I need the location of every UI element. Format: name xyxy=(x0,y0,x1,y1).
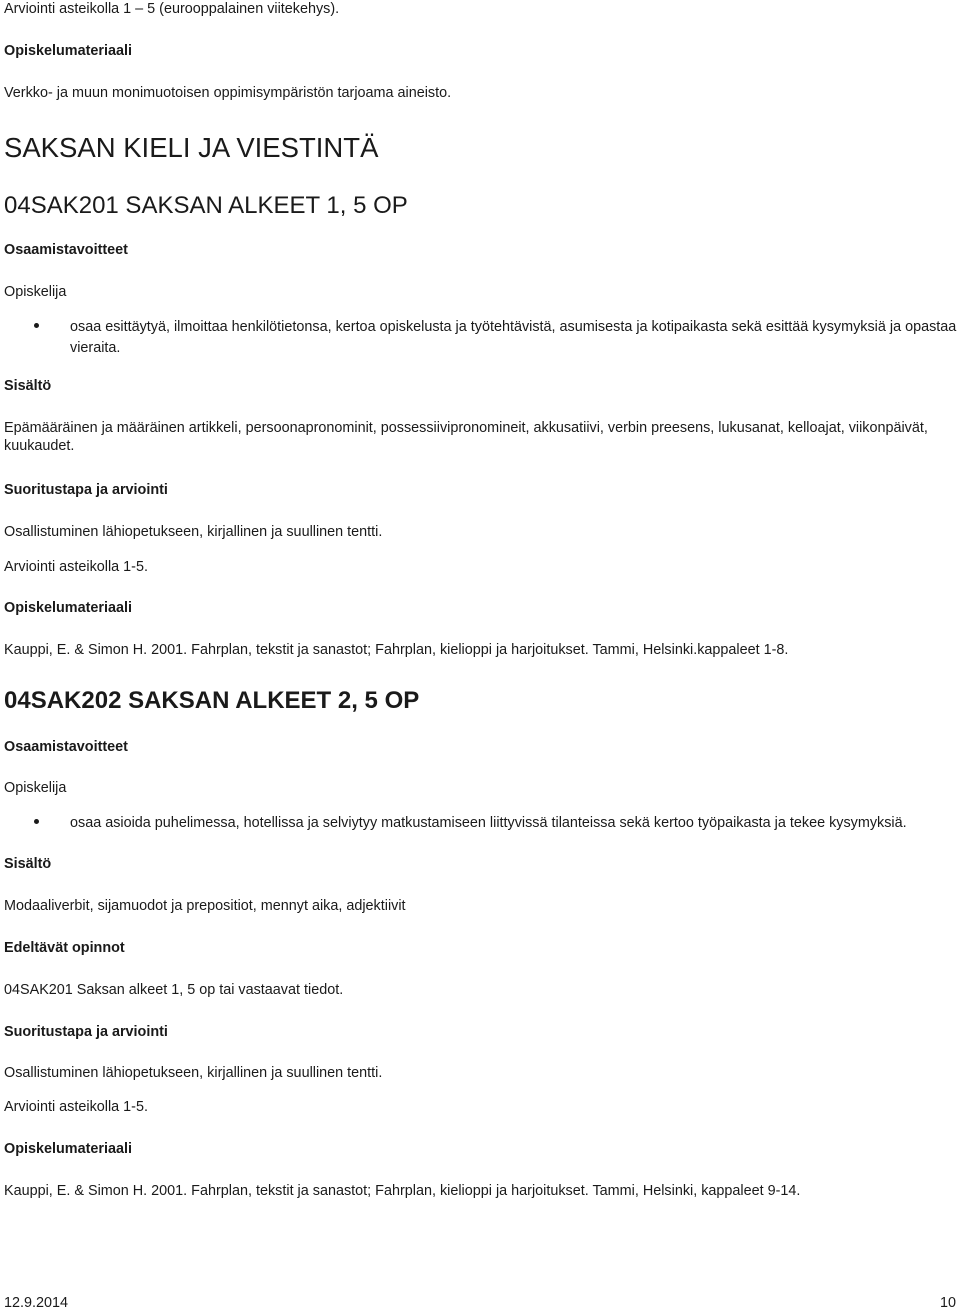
content-heading: Sisältö xyxy=(4,378,52,394)
method-text: Osallistuminen lähiopetukseen, kirjallinen ja suullinen tentti. xyxy=(4,524,383,540)
materials-heading: Opiskelumateriaali xyxy=(4,43,132,59)
content-text: Modaaliverbit, sijamuodot ja prepositiot, mennyt aika, adjektiivit xyxy=(4,898,406,914)
method-text: Osallistuminen lähiopetukseen, kirjallinen ja suullinen tentti. xyxy=(4,1065,383,1081)
course-title: 04SAK201 SAKSAN ALKEET 1, 5 OP xyxy=(4,192,408,219)
grading-scale-text: Arviointi asteikolla 1 – 5 (eurooppalainen viitekehys). xyxy=(4,1,340,17)
goals-heading: Osaamistavoitteet xyxy=(4,739,128,755)
materials-text: Kauppi, E. & Simon H. 2001. Fahrplan, tekstit ja sanastot; Fahrplan, kielioppi ja harjoitukset. Tammi, Helsinki, kappaleet 9-14. xyxy=(4,1183,801,1199)
content-text: Epämääräinen ja määräinen artikkeli, persoonapronominit, possessiivipronomineit, akkusatiivi, verbin preesens, lukusanat, kelloajat, viikonpäivät, kuukaudet. xyxy=(4,420,928,454)
goals-heading: Osaamistavoitteet xyxy=(4,242,128,258)
grading-text: Arviointi asteikolla 1-5. xyxy=(4,1099,148,1115)
course-title: 04SAK202 SAKSAN ALKEET 2, 5 OP xyxy=(4,687,420,714)
list-item-text: osaa esittäytyä, ilmoittaa henkilötietonsa, kertoa opiskelusta ja työtehtävistä, asumisesta ja kotipaikasta sekä esittää kysymyksiä ja opastaa vieraita. xyxy=(70,319,957,356)
materials-heading: Opiskelumateriaali xyxy=(4,600,132,616)
student-label: Opiskelija xyxy=(4,780,67,796)
materials-text: Kauppi, E. & Simon H. 2001. Fahrplan, tekstit ja sanastot; Fahrplan, kielioppi ja harjoitukset. Tammi, Helsinki.kappaleet 1-8. xyxy=(4,642,789,658)
materials-text: Verkko- ja muun monimuotoisen oppimisympäristön tarjoama aineisto. xyxy=(4,85,452,101)
section-title: SAKSAN KIELI JA VIESTINTÄ xyxy=(4,132,379,163)
footer-date: 12.9.2014 xyxy=(4,1295,69,1311)
bullet-icon xyxy=(34,323,39,328)
method-heading: Suoritustapa ja arviointi xyxy=(4,1024,168,1040)
list-item-text: osaa asioida puhelimessa, hotellissa ja selviytyy matkustamiseen liittyvissä tilanteissa sekä kertoo työpaikasta ja tekee kysymyksiä. xyxy=(70,815,907,831)
content-heading: Sisältö xyxy=(4,856,52,872)
grading-text: Arviointi asteikolla 1-5. xyxy=(4,559,148,575)
method-heading: Suoritustapa ja arviointi xyxy=(4,482,168,498)
materials-heading: Opiskelumateriaali xyxy=(4,1141,132,1157)
prerequisites-text: 04SAK201 Saksan alkeet 1, 5 op tai vastaavat tiedot. xyxy=(4,982,344,998)
list-item xyxy=(34,317,957,359)
bullet-icon xyxy=(34,819,39,824)
page-number: 10 xyxy=(939,1295,956,1311)
prerequisites-heading: Edeltävät opinnot xyxy=(4,940,125,956)
student-label: Opiskelija xyxy=(4,284,67,300)
list-item xyxy=(34,813,954,834)
